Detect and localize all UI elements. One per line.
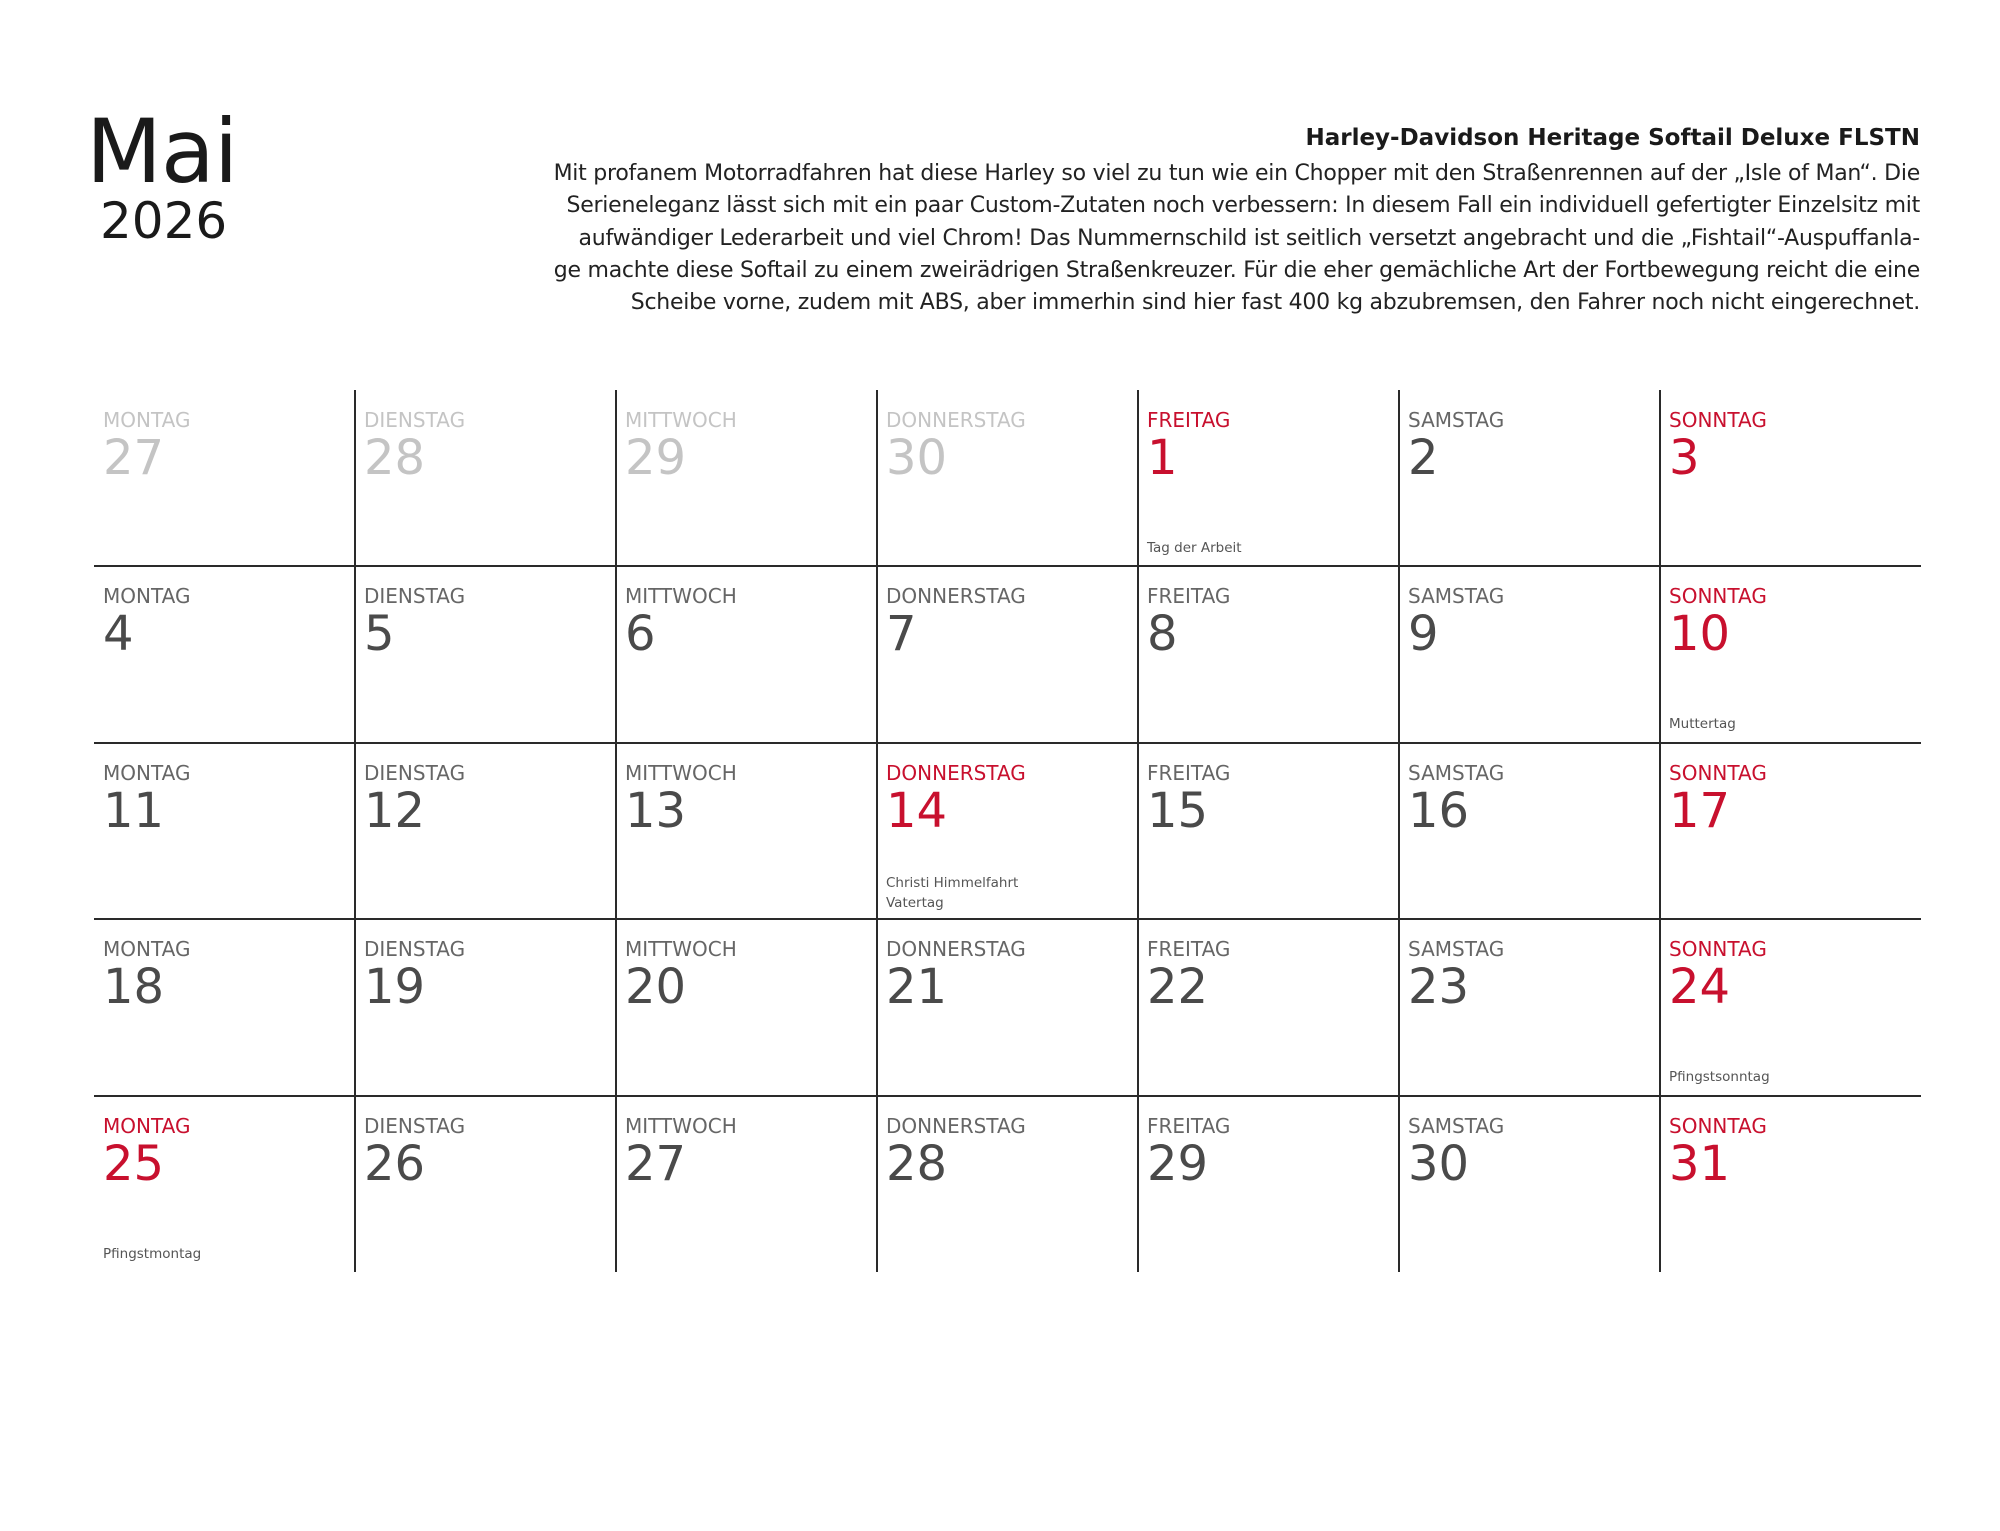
holiday-note [886, 873, 1018, 913]
row-divider [94, 742, 1921, 744]
calendar-day-cell [94, 743, 355, 919]
caption-line: Mit profanem Motorradfahren hat diese Harley so viel zu tun wie ein Chopper mit den Straßenrennen auf der „Isle of Man“. Die [553, 161, 1920, 186]
calendar-day-cell [616, 566, 877, 742]
column-divider [876, 390, 878, 1272]
caption-line: Serieneleganz lässt sich mit ein paar Custom-Zutaten noch verbessern: In diesem Fall ein individuell gefertigter Einzelsitz mit [566, 193, 1920, 219]
weekday-label: DONNERSTAG [886, 408, 1026, 432]
weekday-label: DONNERSTAG [886, 760, 1026, 785]
weekday-label: DONNERSTAG [886, 1113, 1026, 1138]
weekday-label: SAMSTAG [1408, 584, 1505, 609]
weekday-label: SAMSTAG [1408, 408, 1505, 432]
calendar-day-cell [355, 919, 616, 1095]
calendar-day-cell [877, 919, 1138, 1095]
day-number: 7 [886, 606, 917, 663]
day-number: 10 [1669, 606, 1731, 663]
month-title: Mai [86, 100, 238, 203]
weekday-label: SAMSTAG [1408, 760, 1505, 785]
day-number: 2 [1408, 430, 1439, 486]
day-number: 30 [886, 430, 948, 486]
day-number: 21 [886, 959, 948, 1016]
caption-line: ge machte diese Softail zu einem zweirädrigen Straßenkreuzer. Für die eher gemächliche Art der Fortbewegung reicht die eine [553, 257, 1920, 283]
weekday-label: MONTAG [103, 760, 191, 785]
day-number: 20 [625, 959, 687, 1016]
day-number: 26 [364, 1135, 426, 1192]
day-number: 29 [625, 430, 687, 486]
weekday-label: MITTWOCH [625, 584, 737, 609]
caption-line: aufwändiger Lederarbeit und viel Chrom! Das Nummernschild ist seitlich versetzt angebracht und die „Fishtail“-Auspuffanla- [578, 225, 1920, 251]
holiday-note [1669, 1067, 1770, 1087]
calendar-day-cell [1399, 1096, 1660, 1272]
day-number: 22 [1147, 959, 1209, 1016]
caption-title: Harley-Davidson Heritage Softail Deluxe FLSTN [1305, 125, 1920, 151]
calendar-day-cell [355, 566, 616, 742]
day-number: 17 [1669, 782, 1731, 839]
day-number: 27 [103, 430, 165, 486]
day-number: 29 [1147, 1135, 1209, 1192]
day-number: 16 [1408, 782, 1470, 839]
day-number: 24 [1669, 959, 1731, 1016]
holiday-note-line: Vatertag [886, 894, 944, 911]
weekday-label: SAMSTAG [1408, 937, 1505, 962]
weekday-label: MITTWOCH [625, 937, 737, 962]
calendar-day-cell [1399, 919, 1660, 1095]
weekday-label: MONTAG [103, 408, 191, 432]
day-number: 18 [103, 959, 165, 1016]
calendar-day-cell [355, 743, 616, 919]
weekday-label: MITTWOCH [625, 408, 737, 432]
calendar-day-cell [1399, 390, 1660, 566]
day-number: 3 [1669, 430, 1700, 486]
row-divider [94, 1095, 1921, 1097]
day-number: 5 [364, 606, 395, 663]
weekday-label: DIENSTAG [364, 1113, 466, 1138]
calendar-day-cell [94, 1096, 355, 1272]
calendar-day-cell [1138, 566, 1399, 742]
weekday-label: DIENSTAG [364, 937, 466, 962]
day-number: 9 [1408, 606, 1439, 663]
column-divider [1137, 390, 1139, 1272]
day-number: 12 [364, 782, 426, 839]
day-number: 30 [1408, 1135, 1470, 1192]
calendar-day-cell [1660, 743, 1921, 919]
calendar-day-cell [94, 566, 355, 742]
weekday-label: FREITAG [1147, 408, 1231, 432]
calendar-day-cell [1660, 390, 1921, 566]
day-number: 14 [886, 782, 948, 839]
calendar-day-cell [877, 390, 1138, 566]
weekday-label: MONTAG [103, 937, 191, 962]
day-number: 4 [103, 606, 134, 663]
column-divider [1659, 390, 1661, 1272]
weekday-label: FREITAG [1147, 937, 1231, 962]
holiday-note-line: Christi Himmelfahrt [886, 874, 1019, 891]
weekday-label: FREITAG [1147, 1113, 1231, 1138]
weekday-label: SONNTAG [1669, 1113, 1767, 1138]
holiday-note [103, 1244, 201, 1264]
holiday-note-line: Tag der Arbeit [1147, 540, 1242, 556]
weekday-label: SONNTAG [1669, 760, 1767, 785]
day-number: 8 [1147, 606, 1178, 663]
weekday-label: SONNTAG [1669, 408, 1767, 432]
weekday-label: MITTWOCH [625, 1113, 737, 1138]
caption-line: Scheibe vorne, zudem mit ABS, aber immerhin sind hier fast 400 kg abzubremsen, den Fahrer noch nicht eingerechnet. [630, 290, 1920, 316]
calendar-day-cell [616, 390, 877, 566]
caption-text [504, 158, 1920, 319]
weekday-label: MONTAG [103, 584, 191, 609]
calendar-day-cell [1660, 566, 1921, 742]
calendar-day-cell [355, 1096, 616, 1272]
weekday-label: DONNERSTAG [886, 584, 1026, 609]
day-number: 25 [103, 1135, 165, 1192]
year-title: 2026 [100, 192, 228, 250]
day-number: 31 [1669, 1135, 1731, 1192]
weekday-label: DIENSTAG [364, 408, 466, 432]
day-number: 19 [364, 959, 426, 1016]
holiday-note-line: Muttertag [1669, 716, 1736, 733]
day-number: 13 [625, 782, 687, 839]
calendar-day-cell [94, 919, 355, 1095]
calendar-day-cell [877, 743, 1138, 919]
calendar-day-cell [355, 390, 616, 566]
calendar-day-cell [1660, 919, 1921, 1095]
weekday-label: MITTWOCH [625, 760, 737, 785]
holiday-note [1669, 714, 1736, 734]
weekday-label: MONTAG [103, 1113, 191, 1138]
holiday-note-line: Pfingstmontag [103, 1245, 202, 1262]
weekday-label: DONNERSTAG [886, 937, 1026, 962]
weekday-label: DIENSTAG [364, 584, 466, 609]
day-number: 27 [625, 1135, 687, 1192]
holiday-note-line: Pfingstsonntag [1669, 1069, 1770, 1086]
calendar-day-cell [94, 390, 355, 566]
weekday-label: FREITAG [1147, 760, 1231, 785]
day-number: 28 [364, 430, 426, 486]
day-number: 6 [625, 606, 656, 663]
weekday-label: SONNTAG [1669, 584, 1767, 609]
calendar-day-cell [1138, 390, 1399, 566]
row-divider [94, 918, 1921, 920]
column-divider [615, 390, 617, 1272]
calendar-day-cell [616, 919, 877, 1095]
day-number: 23 [1408, 959, 1470, 1016]
weekday-label: DIENSTAG [364, 760, 466, 785]
day-number: 28 [886, 1135, 948, 1192]
weekday-label: FREITAG [1147, 584, 1231, 609]
weekday-label: SONNTAG [1669, 937, 1767, 962]
calendar-day-cell [1399, 743, 1660, 919]
calendar-day-cell [616, 1096, 877, 1272]
calendar-day-cell [1660, 1096, 1921, 1272]
calendar-day-cell [877, 566, 1138, 742]
calendar-grid [94, 390, 1920, 1272]
weekday-label: SAMSTAG [1408, 1113, 1505, 1138]
holiday-note [1147, 538, 1242, 558]
day-number: 11 [103, 782, 165, 839]
day-number: 15 [1147, 782, 1209, 839]
day-number: 1 [1147, 430, 1178, 486]
calendar-day-cell [1138, 743, 1399, 919]
calendar-day-cell [616, 743, 877, 919]
row-divider [94, 565, 1921, 567]
column-divider [1398, 390, 1400, 1272]
calendar-day-cell [1138, 1096, 1399, 1272]
calendar-day-cell [1138, 919, 1399, 1095]
calendar-day-cell [877, 1096, 1138, 1272]
column-divider [354, 390, 356, 1272]
calendar-day-cell [1399, 566, 1660, 742]
